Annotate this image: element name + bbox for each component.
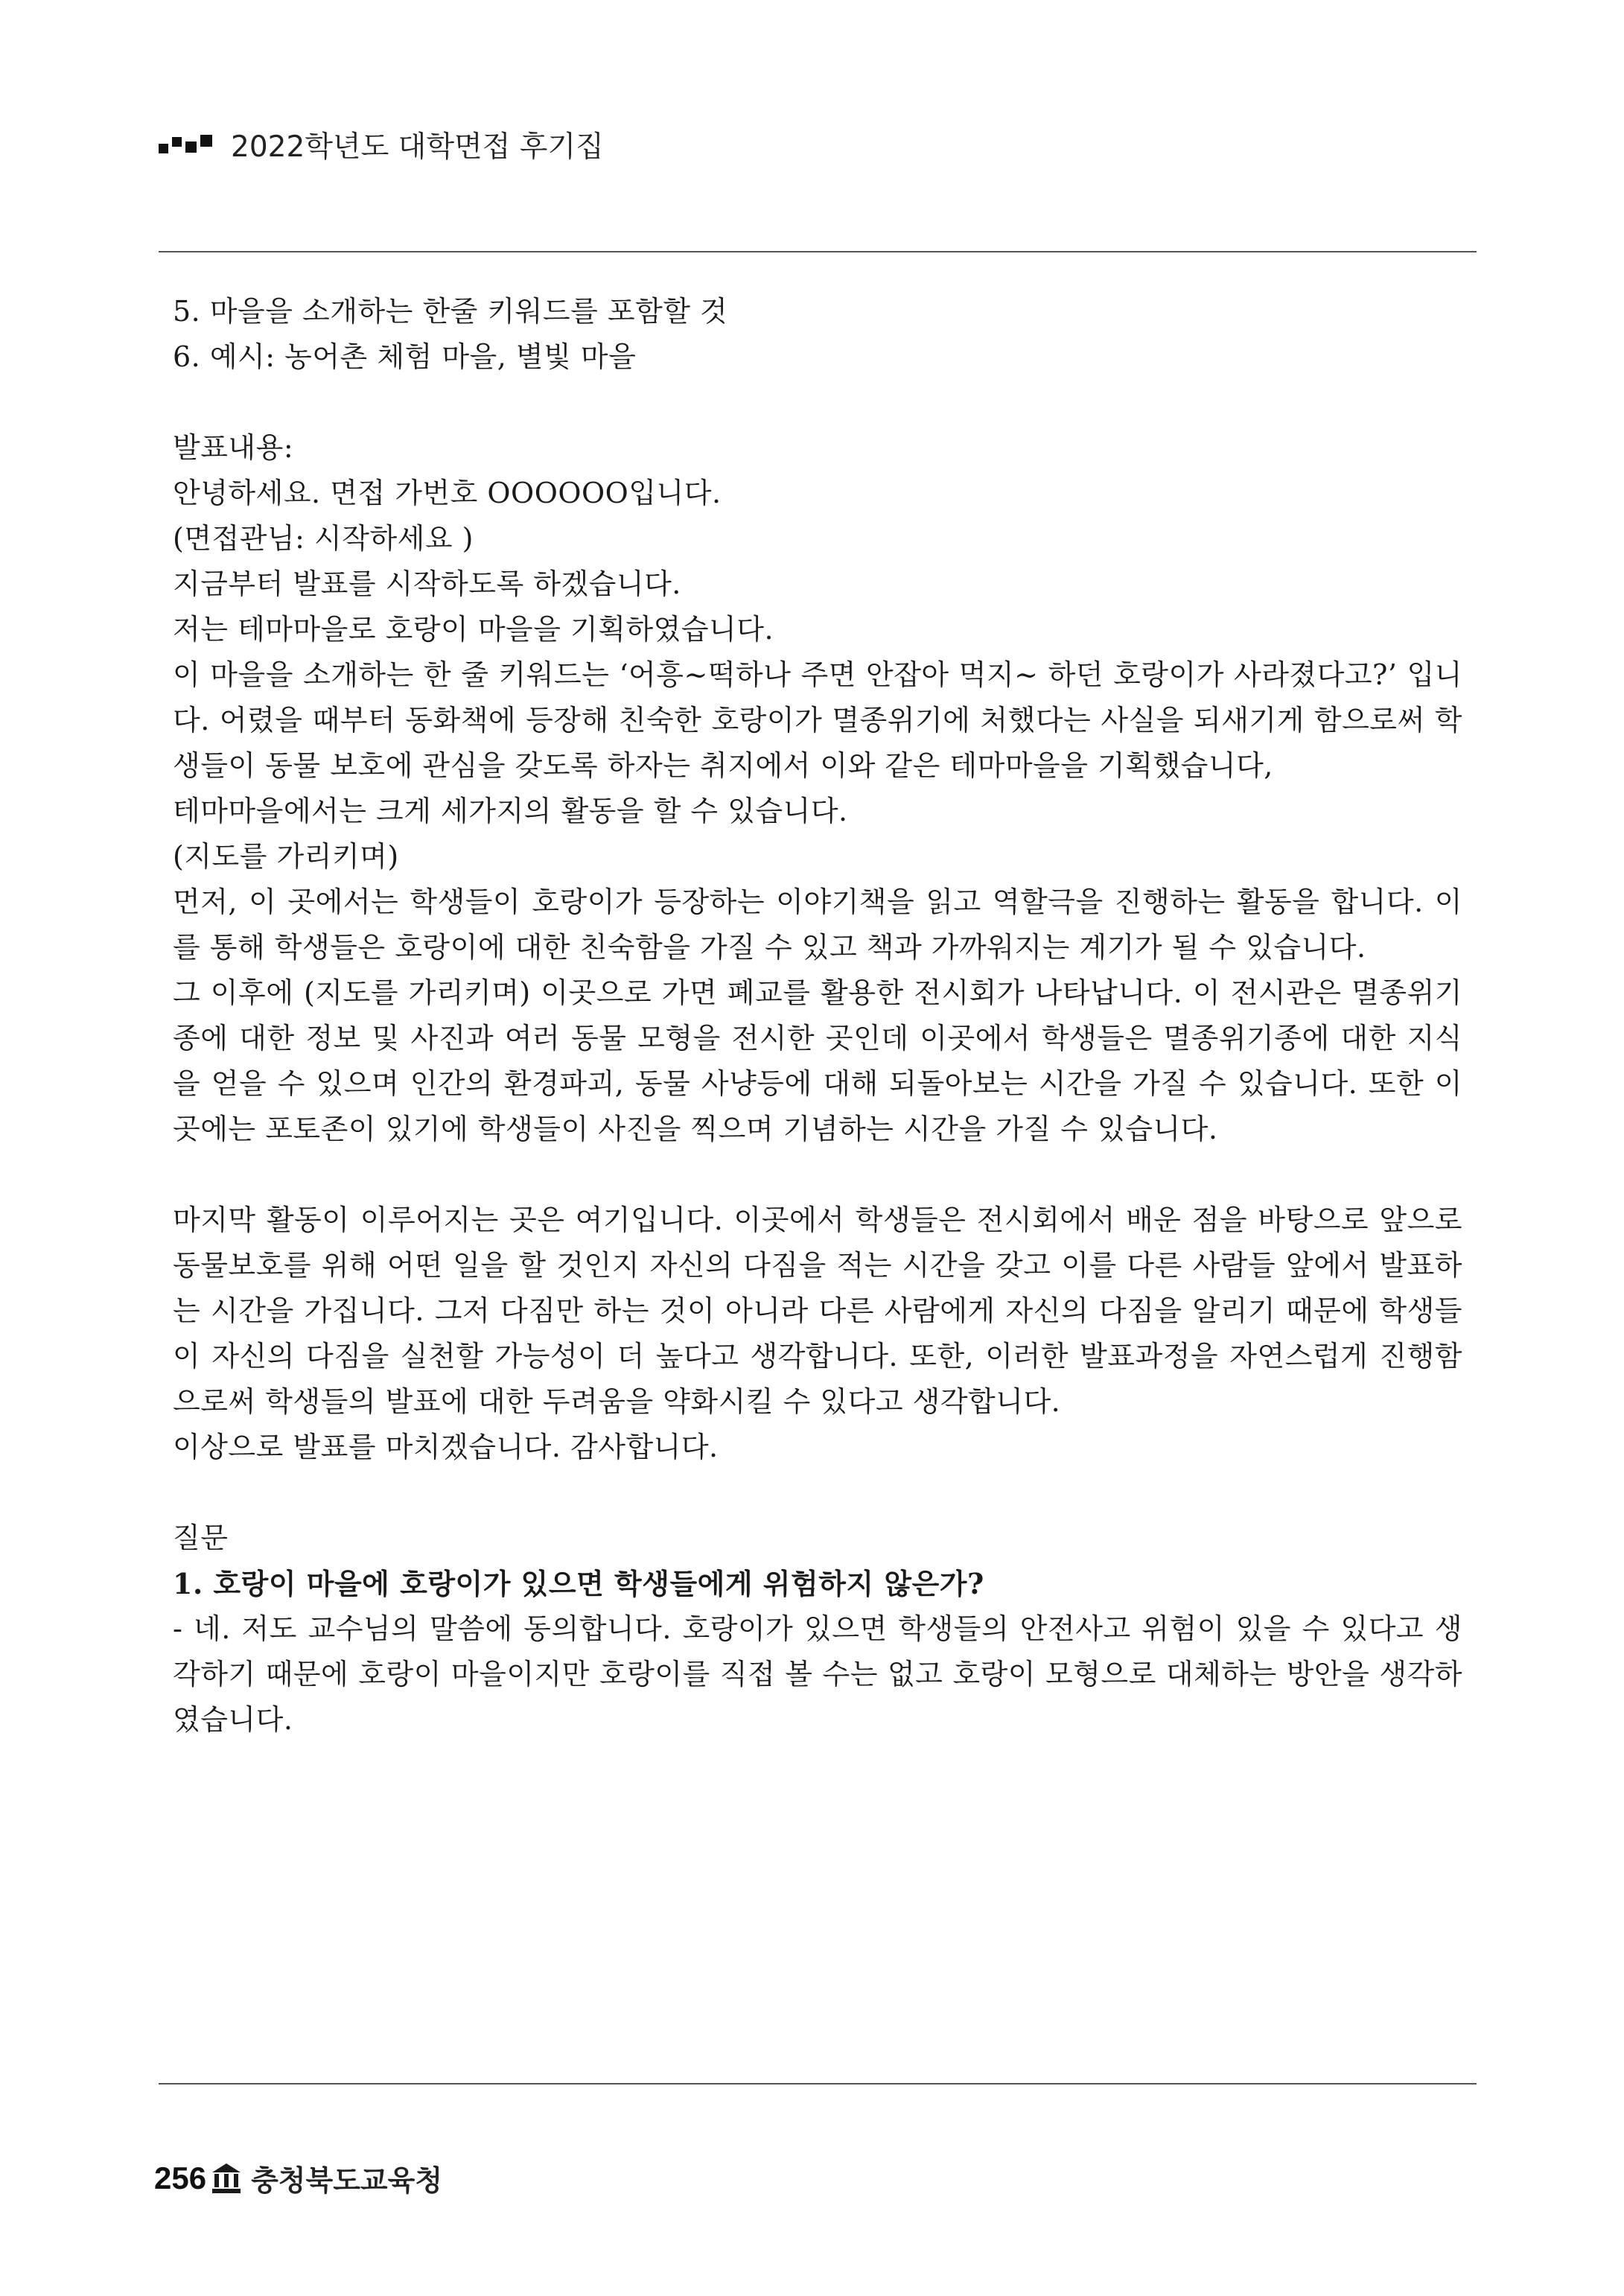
paragraph: 이 마을을 소개하는 한 줄 키워드는 ‘어흥~떡하나 주면 안잡아 먹지~ 하던 호랑이가 사라졌다고?’ 입니다. 어렸을 때부터 동화책에 등장해 친숙한 호랑이가 멸종위기에 처했다는 사실을 되새기게 함으로써 학생들이 동물 보호에 관심을 갖도록 하자는 취지에서 이와 같은 테마마을을 기획했습니다,	[173, 658, 1462, 782]
paragraph: 저는 테마마을로 호랑이 마을을 기획하였습니다.	[173, 613, 774, 646]
document-body	[173, 289, 1462, 1743]
header-logo-icon	[159, 136, 216, 153]
page-number: 256	[154, 2160, 207, 2195]
paragraph: 안녕하세요. 면접 가번호 OOOOOO입니다.	[173, 477, 722, 509]
paragraph: 테마마을에서는 크게 세가지의 활동을 할 수 있습니다.	[173, 795, 848, 827]
answer: - 네. 저도 교수님의 말씀에 동의합니다. 호랑이가 있으면 학생들의 안전사고 위험이 있을 수 있다고 생각하기 때문에 호랑이 마을이지만 호랑이를 직접 볼 수는 없고 호랑이 모형으로 대체하는 방안을 생각하였습니다.	[173, 1612, 1462, 1736]
header-divider	[159, 251, 1477, 252]
header-title: 2022학년도 대학면접 후기집	[231, 130, 604, 164]
paragraph: (지도를 가리키며)	[173, 840, 399, 873]
question: 1. 호랑이 마을에 호랑이가 있으면 학생들에게 위험하지 않은가?	[173, 1567, 984, 1600]
section-heading: 질문	[173, 1521, 229, 1554]
running-footer	[154, 2157, 442, 2198]
paragraph: 지금부터 발표를 시작하도록 하겠습니다.	[173, 567, 681, 600]
paragraph: 마지막 활동이 이루어지는 곳은 여기입니다. 이곳에서 학생들은 전시회에서 배운 점을 바탕으로 앞으로 동물보호를 위해 어떤 일을 할 것인지 자신의 다짐을 적는 시간을 갖고 이를 다른 사람들 앞에서 발표하는 시간을 가집니다. 그저 다짐만 하는 것이 아니라 다른 사람에게 자신의 다짐을 알리기 때문에 학생들이 자신의 다짐을 실천할 가능성이 더 높다고 생각합니다. 또한, 이러한 발표과정을 자연스럽게 진행함으로써 학생들의 발표에 대한 두려움을 약화시킬 수 있다고 생각합니다.	[173, 1203, 1462, 1418]
paragraph: 발표내용:	[173, 431, 294, 464]
paragraph: 그 이후에 (지도를 가리키며) 이곳으로 가면 폐교를 활용한 전시회가 나타납니다. 이 전시관은 멸종위기종에 대한 정보 및 사진과 여러 동물 모형을 전시한 곳인데 이곳에서 학생들은 멸종위기종에 대한 지식을 얻을 수 있으며 인간의 환경파괴, 동물 사냥등에 대해 되돌아보는 시간을 가질 수 있습니다. 또한 이곳에는 포토존이 있기에 학생들이 사진을 찍으며 기념하는 시간을 가질 수 있습니다.	[173, 976, 1462, 1145]
education-office-emblem-icon	[211, 2162, 242, 2195]
footer-divider	[159, 2083, 1477, 2084]
paragraph: 먼저, 이 곳에서는 학생들이 호랑이가 등장하는 이야기책을 읽고 역할극을 진행하는 활동을 합니다. 이를 통해 학생들은 호랑이에 대한 친숙함을 가질 수 있고 책과 가까워지는 계기가 될 수 있습니다.	[173, 885, 1462, 964]
running-header	[159, 124, 604, 165]
paragraph: 5. 마을을 소개하는 한줄 키워드를 포함할 것	[173, 295, 728, 328]
paragraph: 6. 예시: 농어촌 체험 마을, 별빛 마을	[173, 340, 637, 373]
organization-name: 충청북도교육청	[251, 2164, 443, 2197]
paragraph: (면접관님: 시작하세요 )	[173, 522, 474, 555]
paragraph: 이상으로 발표를 마치겠습니다. 감사합니다.	[173, 1431, 719, 1463]
